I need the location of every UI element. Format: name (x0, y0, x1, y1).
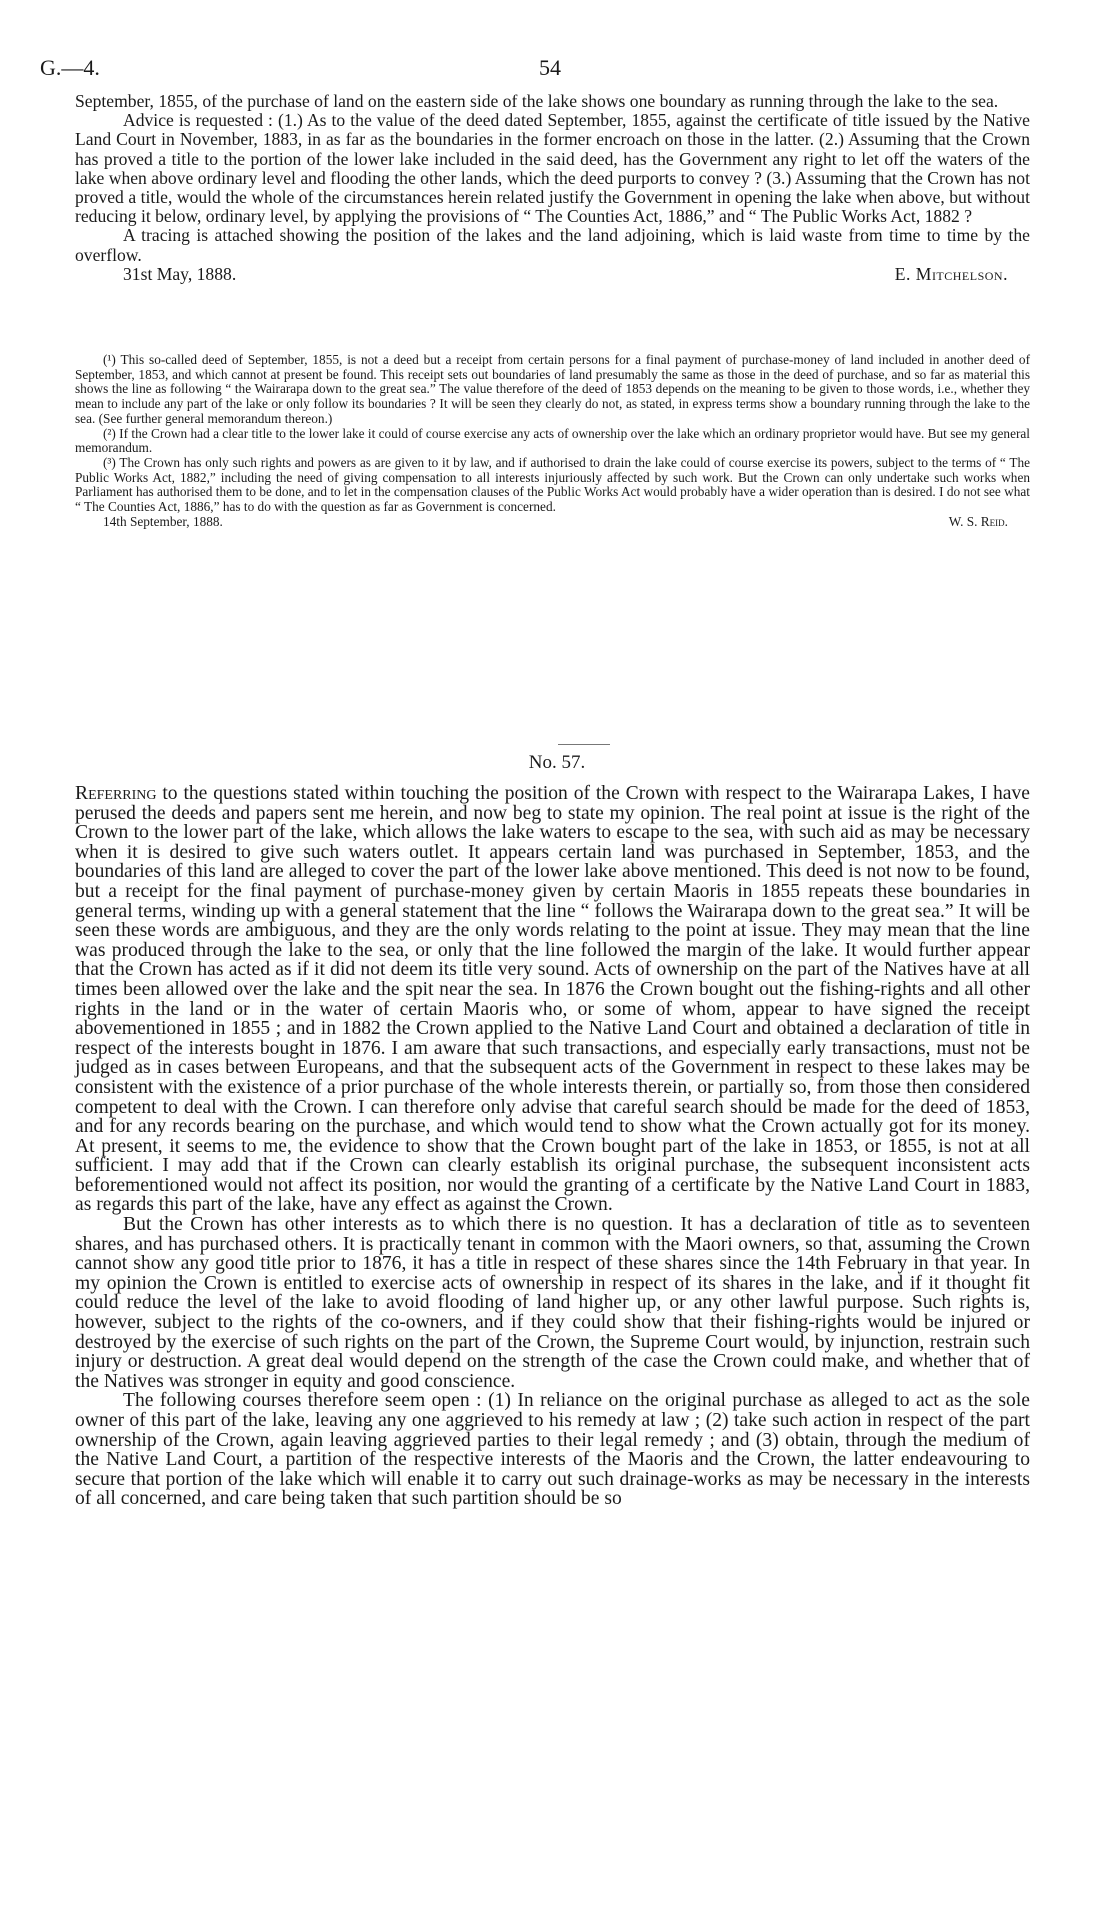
footnotes (75, 353, 1030, 531)
footnote-2: (²) If the Crown had a clear title to the lower lake it could of course exercise any acts of ownership over the lake which an ordinary proprietor would have. But see my general memorandum. (75, 425, 1030, 456)
document-reference: G.—4. (40, 55, 100, 80)
footnotes-signature: W. S. Reid. (948, 513, 1008, 529)
section-paragraph-2: But the Crown has other interests as to which there is no question. It has a declaration of title as to seventeen shares, and has purchased others. It is practically tenant in common with the Maori owners, so that, assuming the Crown cannot show any good title prior to 1876, it has a title in respect of these shares since the 14th February in that year. In my opinion the Crown is entitled to exercise acts of ownership in respect of its shares in the lake, and if it thought fit could reduce the level of the lake to avoid flooding of land higher up, or any other lawful purpose. Such rights is, however, subject to the rights of the co-owners, and if they could show that their fishing-rights would be injured or destroyed by the exercise of such rights on the part of the Crown, the Supreme Court would, by injunction, restrain such injury or destruction. A great deal would depend on the strength of the case the Crown could make, and whether that of the Natives was stronger in equity and good conscience. (75, 1214, 1030, 1392)
page-number: 54 (539, 55, 561, 80)
section-paragraph-1 (75, 784, 1030, 1215)
footnotes-date: 14th September, 1888. (103, 513, 223, 529)
memo-text (75, 92, 1030, 285)
section-paragraph-1-text: to the questions stated within touching the position of the Crown with respect to the Wairarapa Lakes, I have perused the deeds and papers sent me herein, and now beg to state my opinion. The real point at issue is the right of the Crown to the lower part of the lake, which allows the lake waters to escape to the sea, with such aid as may be necessary when it is desired to give such waters outlet. It appears certain land was purchased in September, 1853, and the boundaries of this land are alleged to cover the part of the lower lake above mentioned. This deed is not now to be found, but a receipt for the final payment of purchase-money given by certain Maoris in 1855 repeats these boundaries in general terms, winding up with a general statement that the line “ follows the Wairarapa down to the great sea.” It will be seen these words are ambiguous, and they are the only words relating to the point at issue. They may mean that the line was produced through the lake to the sea, or only that the line followed the margin of the lake. It would further appear that the Crown has acted as if it did not deem its title very sound. Acts of ownership on the part of the Natives have at all times been allowed over the lake and the spit near the sea. In 1876 the Crown bought out the fishing-rights and all other rights in the land or in the water of certain Maoris who, or some of whom, appear to have signed the receipt abovementioned in 1855 ; and in 1882 the Crown applied to the Native Land Court and obtained a declaration of title in respect of the interests bought in 1876. I am aware that such transactions, and especially early transactions, must not be judged as in cases between Europeans, and that the subsequent acts of the Government in respect to these lakes may be consistent with the existence of a prior purchase of the whole interests therein, or partially so, from those then considered competent to deal with the Crown. I can therefore only advise that careful search should be made for the deed of 1853, and for any records bearing on the purchase, and which would tend to show what the Crown actually got for its money. At present, it seems to me, the evidence to show that the Crown bought part of the lake in 1853, or 1855, is not at all sufficient. I may add that if the Crown can clearly establish its original purchase, the subsequent inconsistent acts beforementioned would not affect its position, nor would the granting of a certificate by the Native Land Court in 1883, as regards this part of the lake, have any effect as against the Crown. (75, 783, 1030, 1216)
footnote-3: (³) The Crown has only such rights and powers as are given to it by law, and if authorised to drain the lake could of course exercise its powers, subject to the terms of “ The Public Works Act, 1882,” including the need of giving compensation to all interests injuriously affected by such work. But the Crown can only undertake such works when Parliament has authorised them to be done, and to let in the compensation clauses of the Public Works Act would probably have a wider operation than is desired. I do not see what “ The Counties Act, 1886,” has to do with the question as far as Government is concerned. (75, 454, 1030, 515)
section-divider (558, 744, 610, 745)
memo-signature: E. Mitchelson. (894, 263, 1008, 284)
section-heading: No. 57. (528, 752, 586, 773)
advice-paragraph: Advice is requested : (1.) As to the value of the deed dated September, 1855, against the certificate of title issued by the Native Land Court in November, 1883, in as far as the boundaries in the former encroach on those in the latter. (2.) Assuming that the Crown has proved a title to the portion of the lower lake included in the said deed, has the Government any right to let off the waters of the lake when above ordinary level and flooding the other lands, which the deed purports to convey ? (3.) Assuming that the Crown has not proved a title, would the whole of the circumstances herein related justify the Government in opening the lake when above, but without reducing it below, ordinary level, by applying the provisions of “ The Counties Act, 1886,” and “ The Public Works Act, 1882 ? (75, 110, 1030, 227)
footnotes-signature-line (75, 515, 1030, 531)
memo-date: 31st May, 1888. (123, 263, 237, 284)
section-body (75, 784, 1030, 1509)
tracing-paragraph: A tracing is attached showing the position of the lakes and the land adjoining, which is laid waste from time to time by the overflow. (75, 225, 1030, 265)
memo-paragraph: September, 1855, of the purchase of land on the eastern side of the lake shows one boundary as running through the lake to the sea. (75, 91, 999, 111)
footnote-1: (¹) This so-called deed of September, 1855, is not a deed but a receipt from certain persons for a final payment of purchase-money of land included in another deed of September, 1853, and which cannot at present be found. This receipt sets out boundaries of land presumably the same as those in the deed of purchase, and so far as material this shows the line as following “ the Wairarapa down to the great sea.” The value therefore of the deed of 1853 depends on the meaning to be given to those words, i.e., whether they mean to include any part of the lake or only follow its boundaries ? It will be seen they clearly do not, as stated, in express terms show a boundary running through the lake to the sea. (See further general memorandum thereon.) (75, 352, 1030, 426)
section-paragraph-3: The following courses therefore seem open : (1) In reliance on the original purchase as alleged to act as the sole owner of this part of the lake, leaving any one aggrieved to his remedy at law ; (2) take such action in respect of the part ownership of the Crown, again leaving aggrieved parties to their legal remedy ; and (3) obtain, through the medium of the Native Land Court, a partition of the respective interests of the Maoris and the Crown, the latter endeavouring to secure that portion of the lake which will enable it to carry out such drainage-works as may be necessary in the interests of all concerned, and care being taken that such partition should be so (75, 1390, 1030, 1510)
memo-signature-line (75, 265, 1030, 285)
page-header (40, 55, 1060, 85)
lead-word: Referring (75, 783, 157, 804)
